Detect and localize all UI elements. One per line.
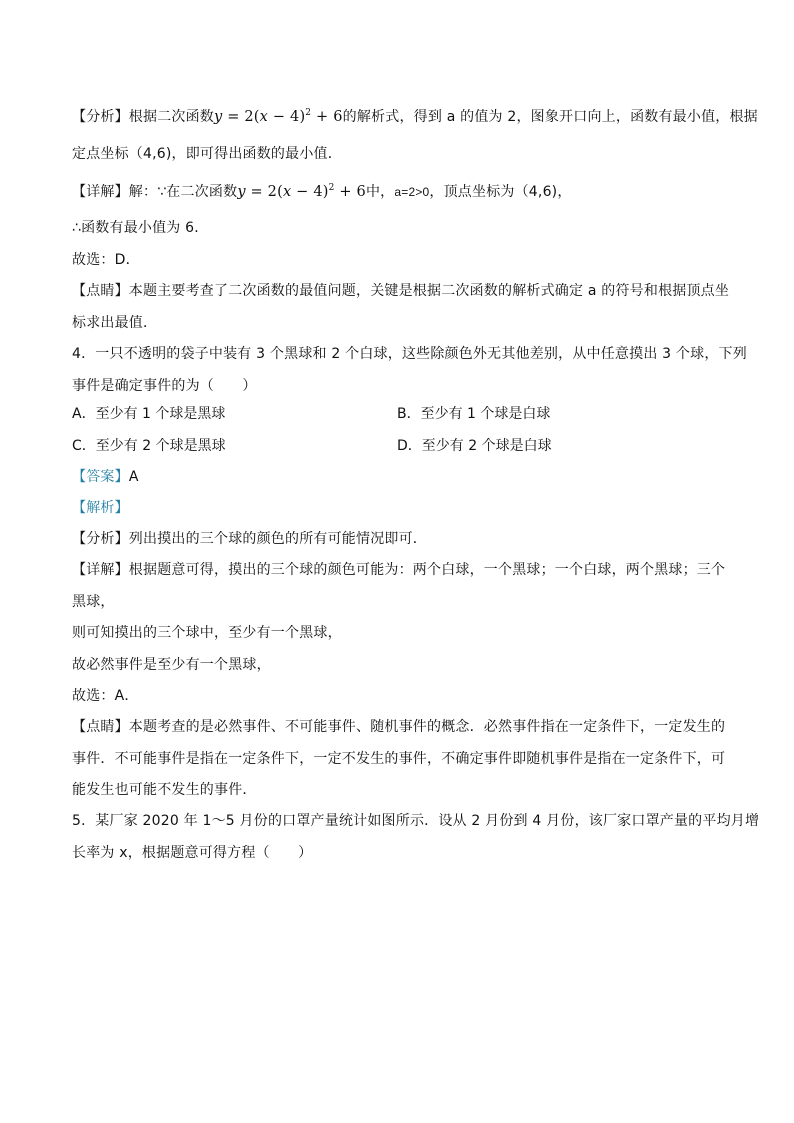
detail-line-2: ∴函数有最小值为 6． — [72, 220, 209, 236]
formula-y: y — [214, 109, 223, 125]
formula-exponent: 2 — [305, 108, 312, 118]
formula2-eq: = 2( — [245, 184, 283, 200]
q4-detail-line-5: 故选：A． — [72, 688, 139, 704]
question-5-line-2: 长率为 x，根据题意可得方程（ ） — [72, 845, 313, 861]
q4-detail-line-2: 黑球， — [72, 594, 115, 610]
q4-comment-line-3: 能发生也可能不发生的事件． — [72, 782, 257, 798]
formula-tail: + 6 — [311, 109, 343, 125]
question-4-line-1: 4．一只不透明的袋子中装有 3 个黑球和 2 个白球，这些除颜色外无其他差别，从中任意摸出 3 个球，下列 — [72, 346, 747, 362]
formula-eq: = 2( — [222, 109, 260, 125]
question-4-line-2: 事件是确定事件的为（ ） — [72, 378, 257, 394]
detail-line-3: 故选：D． — [72, 252, 140, 268]
document-page — [72, 0, 760, 1123]
q4-comment-line-1: 【点睛】本题考查的是必然事件、不可能事件、随机事件的概念．必然事件指在一定条件下，一定发生的 — [72, 719, 726, 735]
formula2-minus: − 4) — [291, 184, 329, 200]
q4-detail-line-3: 则可知摸出的三个球中，至少有一个黑球， — [72, 625, 342, 641]
formula2-tail: + 6 — [334, 184, 366, 200]
formula2-exponent: 2 — [328, 183, 335, 193]
q4-detail-line-4: 故必然事件是至少有一个黑球， — [72, 657, 271, 673]
detail-line-1 — [72, 182, 572, 204]
q4-detail-line-1: 【详解】根据题意可得，摸出的三个球的颜色可能为：两个白球，一个黑球；一个白球，两个黑球；三个 — [72, 562, 726, 578]
formula-x: x — [259, 109, 269, 125]
comment-line-1: 【点睛】本题主要考查了二次函数的最值问题，关键是根据二次函数的解析式确定 a 的符号和根据顶点坐 — [72, 283, 730, 299]
quadratic-formula — [214, 109, 343, 125]
q4-analysis: 【分析】列出摸出的三个球的颜色的所有可能情况即可． — [72, 531, 427, 547]
parse-tag: 【解析】 — [72, 500, 129, 516]
answer-tag: 【答案】 — [72, 469, 129, 485]
answer-value: A — [128, 469, 139, 485]
analysis-line-2: 定点坐标（4,6)，即可得出函数的最小值． — [72, 146, 342, 162]
comment-line-2: 标求出最值． — [72, 315, 158, 331]
option-c: C．至少有 2 个球是黑球 — [72, 438, 226, 454]
quadratic-formula-2 — [237, 184, 366, 200]
option-d: D．至少有 2 个球是白球 — [397, 438, 552, 454]
detail-a-condition: a=2>0 — [394, 185, 430, 199]
answer-line — [72, 467, 139, 487]
option-b: B．至少有 1 个球是白球 — [397, 406, 551, 422]
formula-minus: − 4) — [268, 109, 306, 125]
formula2-y: y — [237, 184, 246, 200]
detail-mid: 中， — [365, 184, 395, 200]
analysis-suffix: 的解析式，得到 a 的值为 2，图象开口向上，函数有最小值，根据 — [342, 109, 758, 125]
option-a: A．至少有 1 个球是黑球 — [72, 406, 226, 422]
question-5-line-1: 5．某厂家 2020 年 1～5 月份的口罩产量统计如图所示．设从 2 月份到 4 月份，该厂家口罩产量的平均月增 — [72, 813, 760, 829]
q4-comment-line-2: 事件．不可能事件是指在一定条件下，一定不发生的事件，不确定事件即随机事件是指在一定条件下，可 — [72, 751, 726, 767]
detail-suffix: ，顶点坐标为（4,6)， — [429, 184, 572, 200]
analysis-prefix: 【分析】根据二次函数 — [72, 109, 214, 125]
analysis-line-1 — [72, 107, 758, 129]
detail-prefix: 【详解】解：∵在二次函数 — [72, 184, 238, 200]
formula2-x: x — [282, 184, 292, 200]
